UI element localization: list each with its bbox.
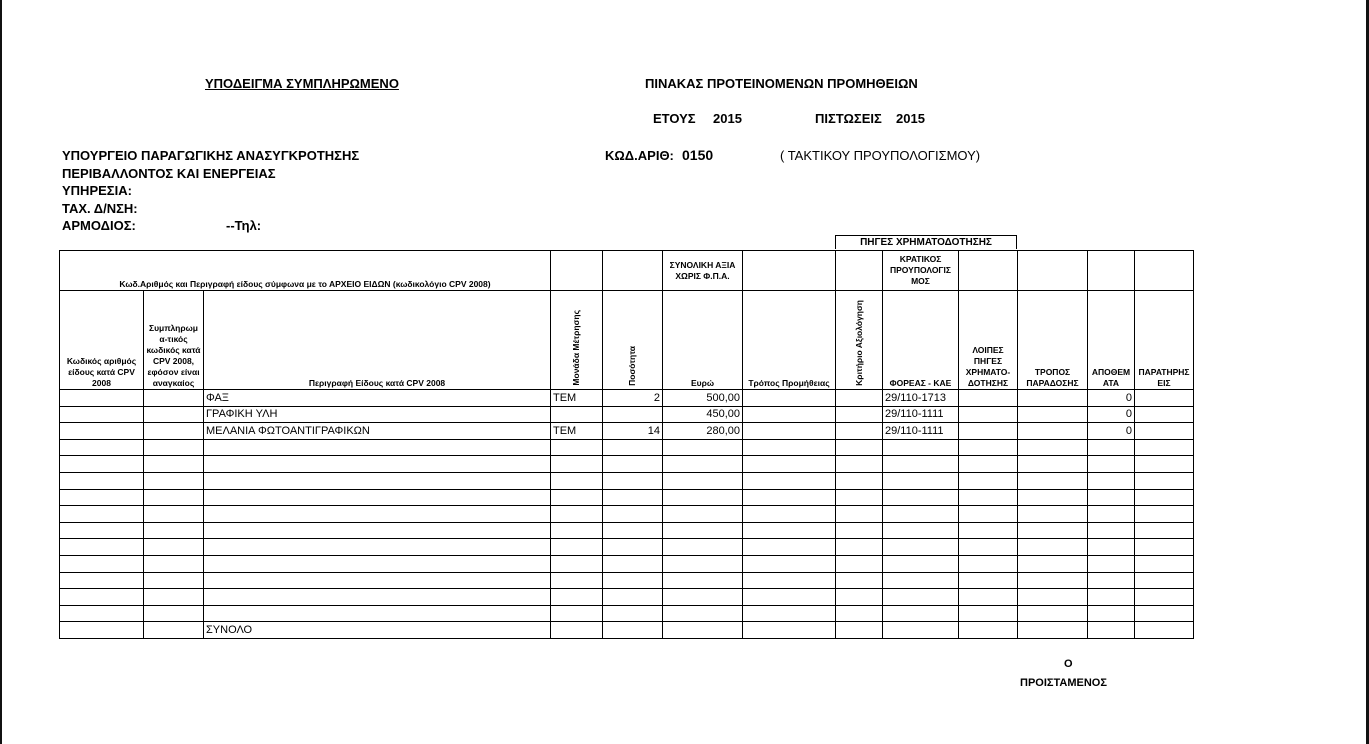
cell-cpv-code	[60, 506, 144, 523]
cell-delivery	[1018, 506, 1088, 523]
col-delivery: ΤΡΟΠΟΣ ΠΑΡΑΔΟΣΗΣ	[1018, 291, 1088, 390]
cell-remarks	[1135, 406, 1194, 423]
cell-remarks	[1135, 390, 1194, 407]
credits-label: ΠΙΣΤΩΣΕΙΣ	[815, 111, 882, 126]
cell-description	[204, 555, 551, 572]
cell-unit	[551, 506, 603, 523]
ministry-line-1: ΥΠΟΥΡΓΕΙΟ ΠΑΡΑΓΩΓΙΚΗΣ ΑΝΑΣΥΓΚΡΟΤΗΣΗΣ	[62, 148, 360, 163]
cell-body-kae	[883, 489, 959, 506]
cell-body-kae	[883, 622, 959, 639]
table-row	[60, 456, 1194, 473]
cell-quantity: 14	[603, 423, 663, 440]
code-label: ΚΩΔ.ΑΡΙΘ:	[605, 148, 674, 163]
cell-remarks	[1135, 472, 1194, 489]
cell-body-kae	[883, 456, 959, 473]
cell-euro	[663, 522, 743, 539]
cell-body-kae	[883, 506, 959, 523]
cell-remarks	[1135, 423, 1194, 440]
cell-supplementary-code	[144, 456, 204, 473]
cell-unit	[551, 489, 603, 506]
cell-euro: 450,00	[663, 406, 743, 423]
cell-supplementary-code	[144, 423, 204, 440]
table-row	[60, 539, 1194, 556]
cell-description	[204, 456, 551, 473]
col-remarks: ΠΑΡΑΤΗΡΗΣ ΕΙΣ	[1135, 291, 1194, 390]
cell-evaluation-criterion	[836, 622, 883, 639]
cell-body-kae	[883, 439, 959, 456]
cell-remarks	[1135, 622, 1194, 639]
cell-evaluation-criterion	[836, 589, 883, 606]
table-row	[60, 390, 1194, 407]
cell-cpv-code	[60, 489, 144, 506]
cell-stock: 0	[1088, 406, 1135, 423]
cell-procurement-method	[743, 439, 836, 456]
cell-quantity	[603, 472, 663, 489]
cell-quantity	[603, 572, 663, 589]
col-procurement-method: Τρόπος Προμήθειας	[743, 291, 836, 390]
col-unit: Μονάδα Μέτρησης	[551, 291, 603, 390]
cell-supplementary-code	[144, 439, 204, 456]
ministry-line-2: ΠΕΡΙΒΑΛΛΟΝΤΟΣ ΚΑΙ ΕΝΕΡΓΕΙΑΣ	[62, 166, 276, 181]
code-value: 0150	[682, 147, 714, 163]
cell-other-sources	[959, 439, 1018, 456]
cell-body-kae	[883, 555, 959, 572]
cell-stock	[1088, 622, 1135, 639]
cell-cpv-code	[60, 605, 144, 622]
cell-evaluation-criterion	[836, 506, 883, 523]
cell-quantity	[603, 456, 663, 473]
budget-note: ( ΤΑΚΤΙΚΟΥ ΠΡΟΥΠΟΛΟΓΙΣΜΟΥ)	[780, 148, 981, 163]
cell-euro	[663, 572, 743, 589]
cell-cpv-code	[60, 390, 144, 407]
cell-procurement-method	[743, 390, 836, 407]
postal-address-label: ΤΑΧ. Δ/ΝΣΗ:	[62, 201, 138, 216]
cell-body-kae: 29/110-1713	[883, 390, 959, 407]
cell-remarks	[1135, 572, 1194, 589]
table-row	[60, 605, 1194, 622]
cell-delivery	[1018, 406, 1088, 423]
col-description: Περιγραφή Είδους κατά CPV 2008	[204, 291, 551, 390]
cell-body-kae: 29/110-1111	[883, 423, 959, 440]
cell-description	[204, 439, 551, 456]
col-quantity: Ποσότητα	[603, 291, 663, 390]
cell-unit	[551, 539, 603, 556]
cell-procurement-method	[743, 522, 836, 539]
cell-quantity	[603, 406, 663, 423]
cell-other-sources	[959, 472, 1018, 489]
cell-remarks	[1135, 522, 1194, 539]
cell-supplementary-code	[144, 406, 204, 423]
cell-description: ΓΡΑΦΙΚΗ ΥΛΗ	[204, 406, 551, 423]
col-evaluation-criterion: Κριτήριο Αξιολόγηση	[836, 291, 883, 390]
cell-quantity	[603, 439, 663, 456]
total-label: ΣΥΝΟΛΟ	[204, 622, 551, 639]
cell-unit	[551, 439, 603, 456]
table-row	[60, 439, 1194, 456]
cell-cpv-code	[60, 589, 144, 606]
cell-evaluation-criterion	[836, 539, 883, 556]
cell-quantity	[603, 539, 663, 556]
cell-other-sources	[959, 423, 1018, 440]
cell-procurement-method	[743, 456, 836, 473]
cell-stock	[1088, 489, 1135, 506]
cell-other-sources	[959, 390, 1018, 407]
cell-remarks	[1135, 456, 1194, 473]
cell-description: ΜΕΛΑΝΙΑ ΦΩΤΟΑΝΤΙΓΡΑΦΙΚΩΝ	[204, 423, 551, 440]
cell-other-sources	[959, 456, 1018, 473]
cell-delivery	[1018, 423, 1088, 440]
cell-procurement-method	[743, 472, 836, 489]
cell-other-sources	[959, 522, 1018, 539]
cell-other-sources	[959, 506, 1018, 523]
cell-unit	[551, 472, 603, 489]
cell-euro	[663, 589, 743, 606]
cell-supplementary-code	[144, 605, 204, 622]
cell-other-sources	[959, 555, 1018, 572]
col-euro: Ευρώ	[663, 291, 743, 390]
table-row	[60, 572, 1194, 589]
cell-stock	[1088, 456, 1135, 473]
cell-description	[204, 522, 551, 539]
cell-cpv-code	[60, 539, 144, 556]
cell-stock	[1088, 605, 1135, 622]
credits-value: 2015	[896, 111, 925, 126]
cell-supplementary-code	[144, 555, 204, 572]
cell-cpv-code	[60, 406, 144, 423]
cell-euro	[663, 506, 743, 523]
cell-delivery	[1018, 522, 1088, 539]
cell-quantity	[603, 605, 663, 622]
cell-quantity: 2	[603, 390, 663, 407]
cell-remarks	[1135, 539, 1194, 556]
cell-body-kae	[883, 539, 959, 556]
cell-unit	[551, 622, 603, 639]
cell-procurement-method	[743, 605, 836, 622]
cell-procurement-method	[743, 506, 836, 523]
signature-line-1: Ο	[1064, 658, 1073, 670]
cell-description: ΦΑΞ	[204, 390, 551, 407]
funding-sources-header: ΠΗΓΕΣ ΧΡΗΜΑΤΟΔΟΤΗΣΗΣ	[835, 235, 1017, 249]
total-value-header: ΣΥΝΟΛΙΚΗ ΑΞΙΑ ΧΩΡΙΣ Φ.Π.Α.	[663, 251, 743, 291]
cell-delivery	[1018, 622, 1088, 639]
cell-quantity	[603, 489, 663, 506]
cell-other-sources	[959, 539, 1018, 556]
col-supplementary-code: Συμπληρωμ α-τικός κωδικός κατά CPV 2008, εφόσον είναι αναγκαίος	[144, 291, 204, 390]
cell-quantity	[603, 622, 663, 639]
cell-remarks	[1135, 506, 1194, 523]
cell-euro	[663, 489, 743, 506]
cell-unit: ΤΕΜ	[551, 390, 603, 407]
cell-delivery	[1018, 605, 1088, 622]
cell-stock	[1088, 555, 1135, 572]
proposals-table	[59, 250, 1194, 639]
cell-supplementary-code	[144, 539, 204, 556]
cell-evaluation-criterion	[836, 472, 883, 489]
cell-quantity	[603, 522, 663, 539]
cell-delivery	[1018, 572, 1088, 589]
cpv-group-header: Κωδ.Αριθμός και Περιγραφή είδους σύμφωνα με το ΑΡΧΕΙΟ ΕΙΔΩΝ (κωδικολόγιο CPV 2008)	[60, 251, 551, 291]
cell-supplementary-code	[144, 572, 204, 589]
cell-quantity	[603, 506, 663, 523]
cell-other-sources	[959, 406, 1018, 423]
cell-stock	[1088, 572, 1135, 589]
cell-body-kae	[883, 472, 959, 489]
cell-cpv-code	[60, 423, 144, 440]
responsible-label: ΑΡΜΟΔΙΟΣ:	[62, 218, 136, 233]
cell-description	[204, 605, 551, 622]
table-row	[60, 472, 1194, 489]
cell-evaluation-criterion	[836, 439, 883, 456]
cell-stock: 0	[1088, 390, 1135, 407]
cell-supplementary-code	[144, 390, 204, 407]
cell-cpv-code	[60, 472, 144, 489]
cell-remarks	[1135, 439, 1194, 456]
cell-stock	[1088, 522, 1135, 539]
cell-stock: 0	[1088, 423, 1135, 440]
table-row	[60, 622, 1194, 639]
cell-description	[204, 572, 551, 589]
cell-stock	[1088, 539, 1135, 556]
cell-other-sources	[959, 605, 1018, 622]
col-other-sources: ΛΟΙΠΕΣ ΠΗΓΕΣ ΧΡΗΜΑΤΟ-ΔΟΤΗΣΗΣ	[959, 291, 1018, 390]
cell-unit	[551, 605, 603, 622]
cell-procurement-method	[743, 622, 836, 639]
cell-delivery	[1018, 555, 1088, 572]
cell-unit	[551, 572, 603, 589]
cell-euro: 280,00	[663, 423, 743, 440]
table-row	[60, 589, 1194, 606]
template-label: ΥΠΟΔΕΙΓΜΑ ΣΥΜΠΛΗΡΩΜΕΝΟ	[205, 76, 399, 91]
cell-unit: ΤΕΜ	[551, 423, 603, 440]
cell-euro	[663, 539, 743, 556]
cell-evaluation-criterion	[836, 572, 883, 589]
cell-quantity	[603, 555, 663, 572]
cell-procurement-method	[743, 572, 836, 589]
cell-other-sources	[959, 622, 1018, 639]
cell-euro	[663, 456, 743, 473]
cell-evaluation-criterion	[836, 489, 883, 506]
cell-procurement-method	[743, 539, 836, 556]
cell-stock	[1088, 472, 1135, 489]
cell-stock	[1088, 506, 1135, 523]
cell-body-kae	[883, 522, 959, 539]
cell-procurement-method	[743, 423, 836, 440]
page-border-left	[0, 0, 2, 744]
cell-remarks	[1135, 605, 1194, 622]
cell-supplementary-code	[144, 622, 204, 639]
cell-stock	[1088, 439, 1135, 456]
table-row	[60, 522, 1194, 539]
cell-delivery	[1018, 390, 1088, 407]
table-row	[60, 406, 1194, 423]
cell-body-kae	[883, 589, 959, 606]
cell-delivery	[1018, 589, 1088, 606]
cell-cpv-code	[60, 622, 144, 639]
cell-remarks	[1135, 555, 1194, 572]
cell-euro	[663, 472, 743, 489]
cell-quantity	[603, 589, 663, 606]
cell-remarks	[1135, 589, 1194, 606]
cell-evaluation-criterion	[836, 456, 883, 473]
cell-description	[204, 472, 551, 489]
cell-stock	[1088, 589, 1135, 606]
cell-delivery	[1018, 472, 1088, 489]
cell-cpv-code	[60, 439, 144, 456]
cell-evaluation-criterion	[836, 423, 883, 440]
cell-procurement-method	[743, 406, 836, 423]
table-row	[60, 506, 1194, 523]
cell-body-kae: 29/110-1111	[883, 406, 959, 423]
state-budget-header: ΚΡΑΤΙΚΟΣ ΠΡΟΥΠΟΛΟΓΙΣ ΜΟΣ	[883, 251, 959, 291]
cell-unit	[551, 589, 603, 606]
cell-evaluation-criterion	[836, 605, 883, 622]
cell-cpv-code	[60, 522, 144, 539]
cell-euro	[663, 555, 743, 572]
cell-remarks	[1135, 489, 1194, 506]
cell-supplementary-code	[144, 489, 204, 506]
cell-supplementary-code	[144, 506, 204, 523]
cell-euro: 500,00	[663, 390, 743, 407]
signature-line-2: ΠΡΟΙΣΤΑΜΕΝΟΣ	[1020, 677, 1107, 689]
table-row	[60, 555, 1194, 572]
cell-delivery	[1018, 489, 1088, 506]
cell-body-kae	[883, 572, 959, 589]
cell-cpv-code	[60, 572, 144, 589]
cell-supplementary-code	[144, 472, 204, 489]
year-label: ΕΤΟΥΣ	[653, 111, 696, 126]
cell-delivery	[1018, 456, 1088, 473]
cell-description	[204, 539, 551, 556]
cell-description	[204, 489, 551, 506]
col-cpv-code: Κωδικός αριθμός είδους κατά CPV 2008	[60, 291, 144, 390]
cell-evaluation-criterion	[836, 390, 883, 407]
col-body-kae: ΦΟΡΕΑΣ - ΚΑΕ	[883, 291, 959, 390]
col-stock: ΑΠΟΘΕΜ ΑΤΑ	[1088, 291, 1135, 390]
cell-procurement-method	[743, 589, 836, 606]
cell-procurement-method	[743, 555, 836, 572]
cell-unit	[551, 406, 603, 423]
cell-supplementary-code	[144, 522, 204, 539]
cell-unit	[551, 555, 603, 572]
cell-description	[204, 589, 551, 606]
cell-unit	[551, 456, 603, 473]
table-row	[60, 489, 1194, 506]
phone-label: --Τηλ:	[226, 218, 262, 233]
cell-description	[204, 506, 551, 523]
table-title: ΠΙΝΑΚΑΣ ΠΡΟΤΕΙΝΟΜΕΝΩΝ ΠΡΟΜΗΘΕΙΩΝ	[645, 76, 918, 91]
cell-euro	[663, 622, 743, 639]
cell-cpv-code	[60, 555, 144, 572]
cell-delivery	[1018, 539, 1088, 556]
cell-evaluation-criterion	[836, 522, 883, 539]
cell-other-sources	[959, 572, 1018, 589]
cell-other-sources	[959, 589, 1018, 606]
table-row	[60, 423, 1194, 440]
cell-cpv-code	[60, 456, 144, 473]
cell-evaluation-criterion	[836, 406, 883, 423]
cell-supplementary-code	[144, 589, 204, 606]
year-value: 2015	[713, 111, 742, 126]
cell-body-kae	[883, 605, 959, 622]
cell-delivery	[1018, 439, 1088, 456]
cell-unit	[551, 522, 603, 539]
cell-euro	[663, 439, 743, 456]
cell-procurement-method	[743, 489, 836, 506]
cell-euro	[663, 605, 743, 622]
table-body	[60, 390, 1194, 639]
cell-other-sources	[959, 489, 1018, 506]
cell-evaluation-criterion	[836, 555, 883, 572]
service-label: ΥΠΗΡΕΣΙΑ:	[62, 183, 132, 198]
